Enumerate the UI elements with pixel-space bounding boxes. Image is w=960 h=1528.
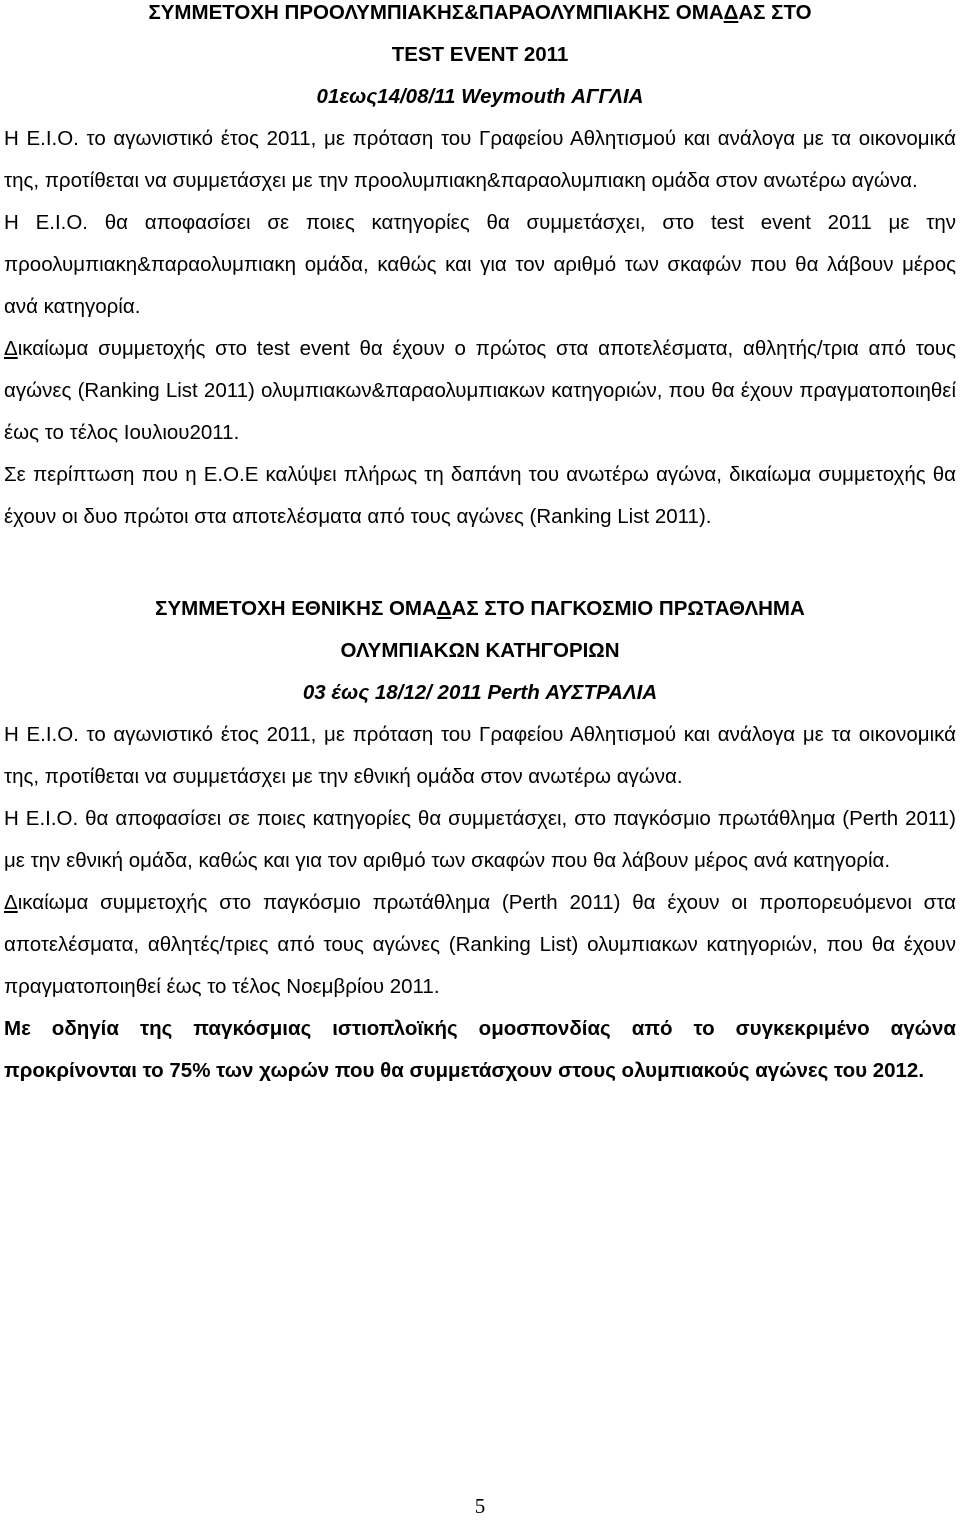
section2-heading-line3: 03 έως 18/12/ 2011 Perth ΑΥΣΤΡΑΛΙΑ <box>302 681 658 704</box>
page-number: 5 <box>474 1494 486 1518</box>
section1-heading-line3: 01εως14/08/11 Weymouth ΑΓΓΛΙΑ <box>316 85 644 108</box>
section2-paragraph-4: Με οδηγία της παγκόσμιας ιστιοπλοϊκής ομοσπονδίας από το συγκεκριμένο αγώνα προκρίνονται το 75% των χωρών που θα συμμετάσχουν στους ολυμπιακούς αγώνες του 2012. <box>4 1017 956 1082</box>
section1-heading-line2: TEST EVENT 2011 <box>391 43 569 66</box>
section1-paragraph-3-text: ικαίωμα συμμετοχής στο test event θα έχουν ο πρώτος στα αποτελέσματα, αθλητής/τρια από τους αγώνες (Ranking List 2011) ολυμπιακων&παραολυμπιακων κατηγοριών, που θα έχουν πραγματοποιηθεί έως το τέλος Ιουλιου2011. <box>4 337 956 444</box>
section2-paragraph-1: Η Ε.Ι.Ο. το αγωνιστικό έτος 2011, με πρόταση του Γραφείου Αθλητισμού και ανάλογα με τα οικονομικά της, προτίθεται να συμμετάσχει με την εθνική ομάδα στον ανωτέρω αγώνα. <box>4 723 956 788</box>
section2-heading-text-a: ΣΥΜΜΕΤΟΧΗ ΕΘΝΙΚΗΣ ΟΜΑ <box>155 597 437 620</box>
section1-heading-text-underlined: Δ <box>723 1 739 24</box>
section2-paragraph-3-text: ικαίωμα συμμετοχής στο παγκόσμιο πρωτάθλημα (Perth 2011) θα έχουν οι προπορευόμενοι στα αποτελέσματα, αθλητές/τριες από τους αγώνες (Ranking List) ολυμπιακων κατηγοριών, που θα έχουν πραγματοποιηθεί έως το τέλος Νοεμβρίου 2011. <box>4 891 956 998</box>
section2-paragraph-3 <box>4 882 956 1008</box>
section1-heading-text-b: ΑΣ ΣΤΟ <box>738 1 812 24</box>
section2-heading-line1 <box>4 588 956 630</box>
section2-heading-text-underlined: Δ <box>436 597 452 620</box>
section2-heading-line2: ΟΛΥΜΠΙΑΚΩΝ ΚΑΤΗΓΟΡΙΩΝ <box>340 639 620 662</box>
section1-paragraph-4: Σε περίπτωση που η Ε.Ο.Ε καλύψει πλήρως τη δαπάνη του ανωτέρω αγώνα, δικαίωμα συμμετοχής θα έχουν οι δυο πρώτοι στα αποτελέσματα από τους αγώνες (Ranking List 2011). <box>4 463 956 528</box>
section2-heading-text-b: ΑΣ ΣΤΟ ΠΑΓΚΟΣΜΙΟ ΠΡΩΤΑΘΛΗΜΑ <box>451 597 805 620</box>
section2-paragraph-2: Η Ε.Ι.Ο. θα αποφασίσει σε ποιες κατηγορίες θα συμμετάσχει, στο παγκόσμιο πρωτάθλημα (Perth 2011) με την εθνική ομάδα, καθώς και για τον αριθμό των σκαφών που θα λάβουν μέρος ανά κατηγορία. <box>4 807 956 872</box>
section1-paragraph-3 <box>4 328 956 454</box>
section2-paragraph-3-initial: Δ <box>4 891 18 914</box>
section1-heading-text-a: ΣΥΜΜΕΤΟΧΗ ΠΡΟΟΛΥΜΠΙΑΚΗΣ&ΠΑΡΑΟΛΥΜΠΙΑΚΗΣ ΟΜΑ <box>148 1 724 24</box>
section1-paragraph-1: Η Ε.Ι.Ο. το αγωνιστικό έτος 2011, με πρόταση του Γραφείου Αθλητισμού και ανάλογα με τα οικονομικά της, προτίθεται να συμμετάσχει με την προολυμπιακη&παραολυμπιακη ομάδα στον ανωτέρω αγώνα. <box>4 127 956 192</box>
section1-paragraph-3-initial: Δ <box>4 337 18 360</box>
section1-heading-line1 <box>4 0 956 34</box>
section-spacer <box>4 538 956 588</box>
section1-paragraph-2: Η Ε.Ι.Ο. θα αποφασίσει σε ποιες κατηγορίες θα συμμετάσχει, στο test event 2011 με την προολυμπιακη&παραολυμπιακη ομάδα, καθώς και για τον αριθμό των σκαφών που θα λάβουν μέρος ανά κατηγορία. <box>4 211 956 318</box>
